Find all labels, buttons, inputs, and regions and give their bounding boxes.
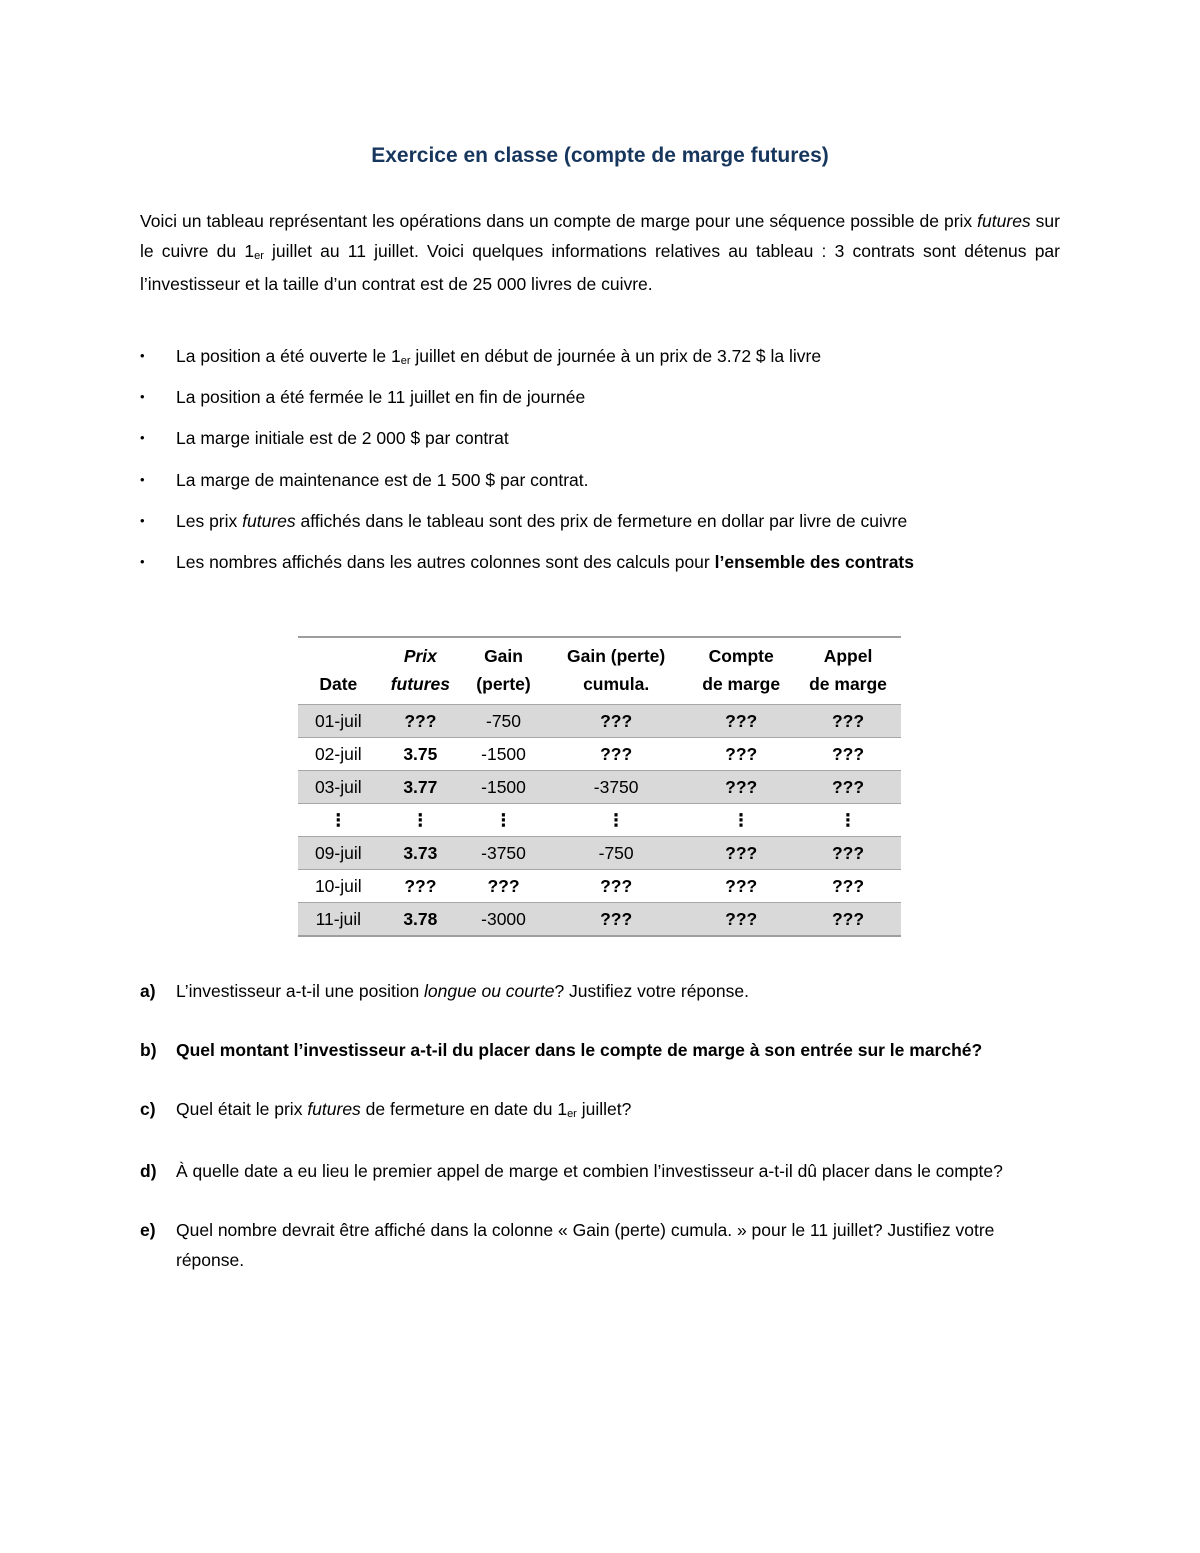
bullet-item: [140, 464, 1060, 505]
cell-appel: ???: [795, 738, 901, 771]
intro-paragraph: [140, 206, 1060, 299]
cell-gain: -3000: [462, 903, 545, 937]
bullet-icon: •: [140, 512, 145, 528]
cell-appel: ???: [795, 870, 901, 903]
bullet-text: La position a été fermée le 11 juillet en fin de journée: [176, 387, 586, 408]
cell-appel: ???: [795, 837, 901, 870]
question-c: [140, 1094, 1060, 1127]
cell-ellipsis: ⋮: [545, 804, 687, 837]
bullet-text: affichés dans le tableau sont des prix de fermeture en dollar par livre de cuivre: [295, 510, 908, 531]
cell-ellipsis: ⋮: [795, 804, 901, 837]
cell-date: 02-juil: [298, 738, 379, 771]
question-ordinal: er: [567, 1108, 577, 1120]
cell-gain-cumula: -3750: [545, 771, 687, 804]
cell-gain-cumula: ???: [545, 870, 687, 903]
cell-gain: -750: [462, 705, 545, 738]
question-text: de fermeture en date du 1: [360, 1099, 568, 1119]
question-italic: longue ou courte: [424, 981, 555, 1001]
cell-gain-cumula: ???: [545, 738, 687, 771]
question-label: c): [140, 1099, 156, 1119]
cell-ellipsis: ⋮: [379, 804, 462, 837]
question-label: b): [140, 1040, 157, 1060]
cell-date: 01-juil: [298, 705, 379, 738]
cell-appel: ???: [795, 903, 901, 937]
header-gain-cumula: Gain (perte) cumula.: [567, 646, 666, 694]
table-header-row: [298, 637, 901, 705]
cell-prix: 3.75: [379, 738, 462, 771]
intro-text-2: sur le cuivre du 1: [140, 211, 1060, 261]
cell-prix: 3.77: [379, 771, 462, 804]
question-text: Quel était le prix: [176, 1099, 308, 1119]
question-text: ? Justifiez votre réponse.: [554, 981, 749, 1001]
header-compte-marge: Compte de marge: [702, 646, 781, 694]
header-gain-perte: Gain (perte): [476, 646, 531, 694]
cell-appel: ???: [795, 771, 901, 804]
table-row: [298, 870, 901, 903]
cell-prix: ???: [379, 870, 462, 903]
bullet-text: La marge initiale est de 2 000 $ par contrat: [176, 428, 509, 449]
question-a: [140, 976, 1060, 1006]
cell-gain-cumula: ???: [545, 903, 687, 937]
margin-account-table: [298, 636, 901, 937]
question-text: À quelle date a eu lieu le premier appel de marge et combien l’investisseur a-t-il dû placer dans le compte?: [176, 1161, 1003, 1181]
question-text: L’investisseur a-t-il une position: [176, 981, 425, 1001]
question-label: e): [140, 1220, 156, 1240]
cell-gain-cumula: -750: [545, 837, 687, 870]
bullet-ordinal: er: [400, 355, 411, 367]
cell-gain-cumula: ???: [545, 705, 687, 738]
bullet-icon: •: [140, 471, 145, 487]
intro-text-3: juillet au 11 juillet. Voici quelques informations relatives au tableau : 3 contrats sont détenus par l’investisseur et la taille d’un contrat est de 25 000 livres de cuivre.: [140, 241, 1060, 294]
bullet-icon: •: [140, 348, 145, 363]
bullet-text: La position a été ouverte le 1: [176, 346, 401, 366]
cell-gain: -1500: [462, 738, 545, 771]
question-b: [140, 1035, 1060, 1065]
cell-compte: ???: [687, 771, 795, 804]
cell-prix: ???: [379, 705, 462, 738]
header-appel-marge: Appel de marge: [809, 646, 887, 694]
page-title: Exercice en classe (compte de marge futures): [371, 144, 829, 167]
question-italic: futures: [307, 1099, 361, 1119]
cell-date: 10-juil: [298, 870, 379, 903]
bullet-item: [140, 381, 1060, 422]
bullet-item: [140, 340, 1060, 381]
cell-ellipsis: ⋮: [462, 804, 545, 837]
table-row-ellipsis: [298, 804, 901, 837]
question-list: [140, 976, 1060, 1304]
bullet-icon: •: [140, 553, 145, 569]
cell-gain: -1500: [462, 771, 545, 804]
header-prix-futures: Prix futures: [390, 646, 451, 694]
cell-appel: ???: [795, 705, 901, 738]
table-row: [298, 738, 901, 771]
intro-italic: futures: [977, 211, 1031, 231]
cell-prix: 3.78: [379, 903, 462, 937]
bullet-text: La marge de maintenance est de 1 500 $ par contrat.: [176, 469, 589, 490]
table-row: [298, 705, 901, 738]
question-e: [140, 1215, 1060, 1275]
cell-prix: 3.73: [379, 837, 462, 870]
question-d: [140, 1156, 1060, 1186]
info-bullet-list: [140, 340, 1060, 587]
cell-date: 09-juil: [298, 837, 379, 870]
bullet-item: [140, 546, 1060, 587]
bullet-text: juillet en début de journée à un prix de 3.72 $ la livre: [410, 346, 822, 366]
bullet-item: [140, 422, 1060, 463]
bullet-text: Les nombres affichés dans les autres colonnes sont des calculs pour: [176, 551, 715, 572]
cell-compte: ???: [687, 705, 795, 738]
cell-date: 03-juil: [298, 771, 379, 804]
cell-gain: ???: [462, 870, 545, 903]
cell-ellipsis: ⋮: [687, 804, 795, 837]
question-text: juillet?: [576, 1099, 632, 1119]
question-label: a): [140, 981, 156, 1001]
bullet-icon: •: [140, 430, 145, 446]
cell-ellipsis: ⋮: [298, 804, 379, 837]
question-text: Quel montant l’investisseur a-t-il du placer dans le compte de marge à son entrée sur le marché?: [176, 1040, 983, 1060]
cell-date: 11-juil: [298, 903, 379, 937]
header-date: Date: [319, 674, 358, 694]
intro-text-1: Voici un tableau représentant les opérations dans un compte de marge pour une séquence possible de prix: [140, 211, 978, 231]
bullet-bold: l’ensemble des contrats: [714, 551, 914, 572]
cell-gain: -3750: [462, 837, 545, 870]
intro-ordinal: er: [254, 250, 264, 262]
bullet-text: Les prix: [176, 510, 243, 531]
bullet-item: [140, 505, 1060, 546]
cell-compte: ???: [687, 903, 795, 937]
table-row: [298, 771, 901, 804]
bullet-icon: •: [140, 389, 145, 405]
table-row: [298, 837, 901, 870]
cell-compte: ???: [687, 837, 795, 870]
question-label: d): [140, 1161, 157, 1181]
table-row: [298, 903, 901, 937]
cell-compte: ???: [687, 870, 795, 903]
question-text: Quel nombre devrait être affiché dans la colonne « Gain (perte) cumula. » pour le 11 juillet? Justifiez votre réponse.: [176, 1220, 995, 1270]
cell-compte: ???: [687, 738, 795, 771]
bullet-italic: futures: [242, 510, 296, 531]
